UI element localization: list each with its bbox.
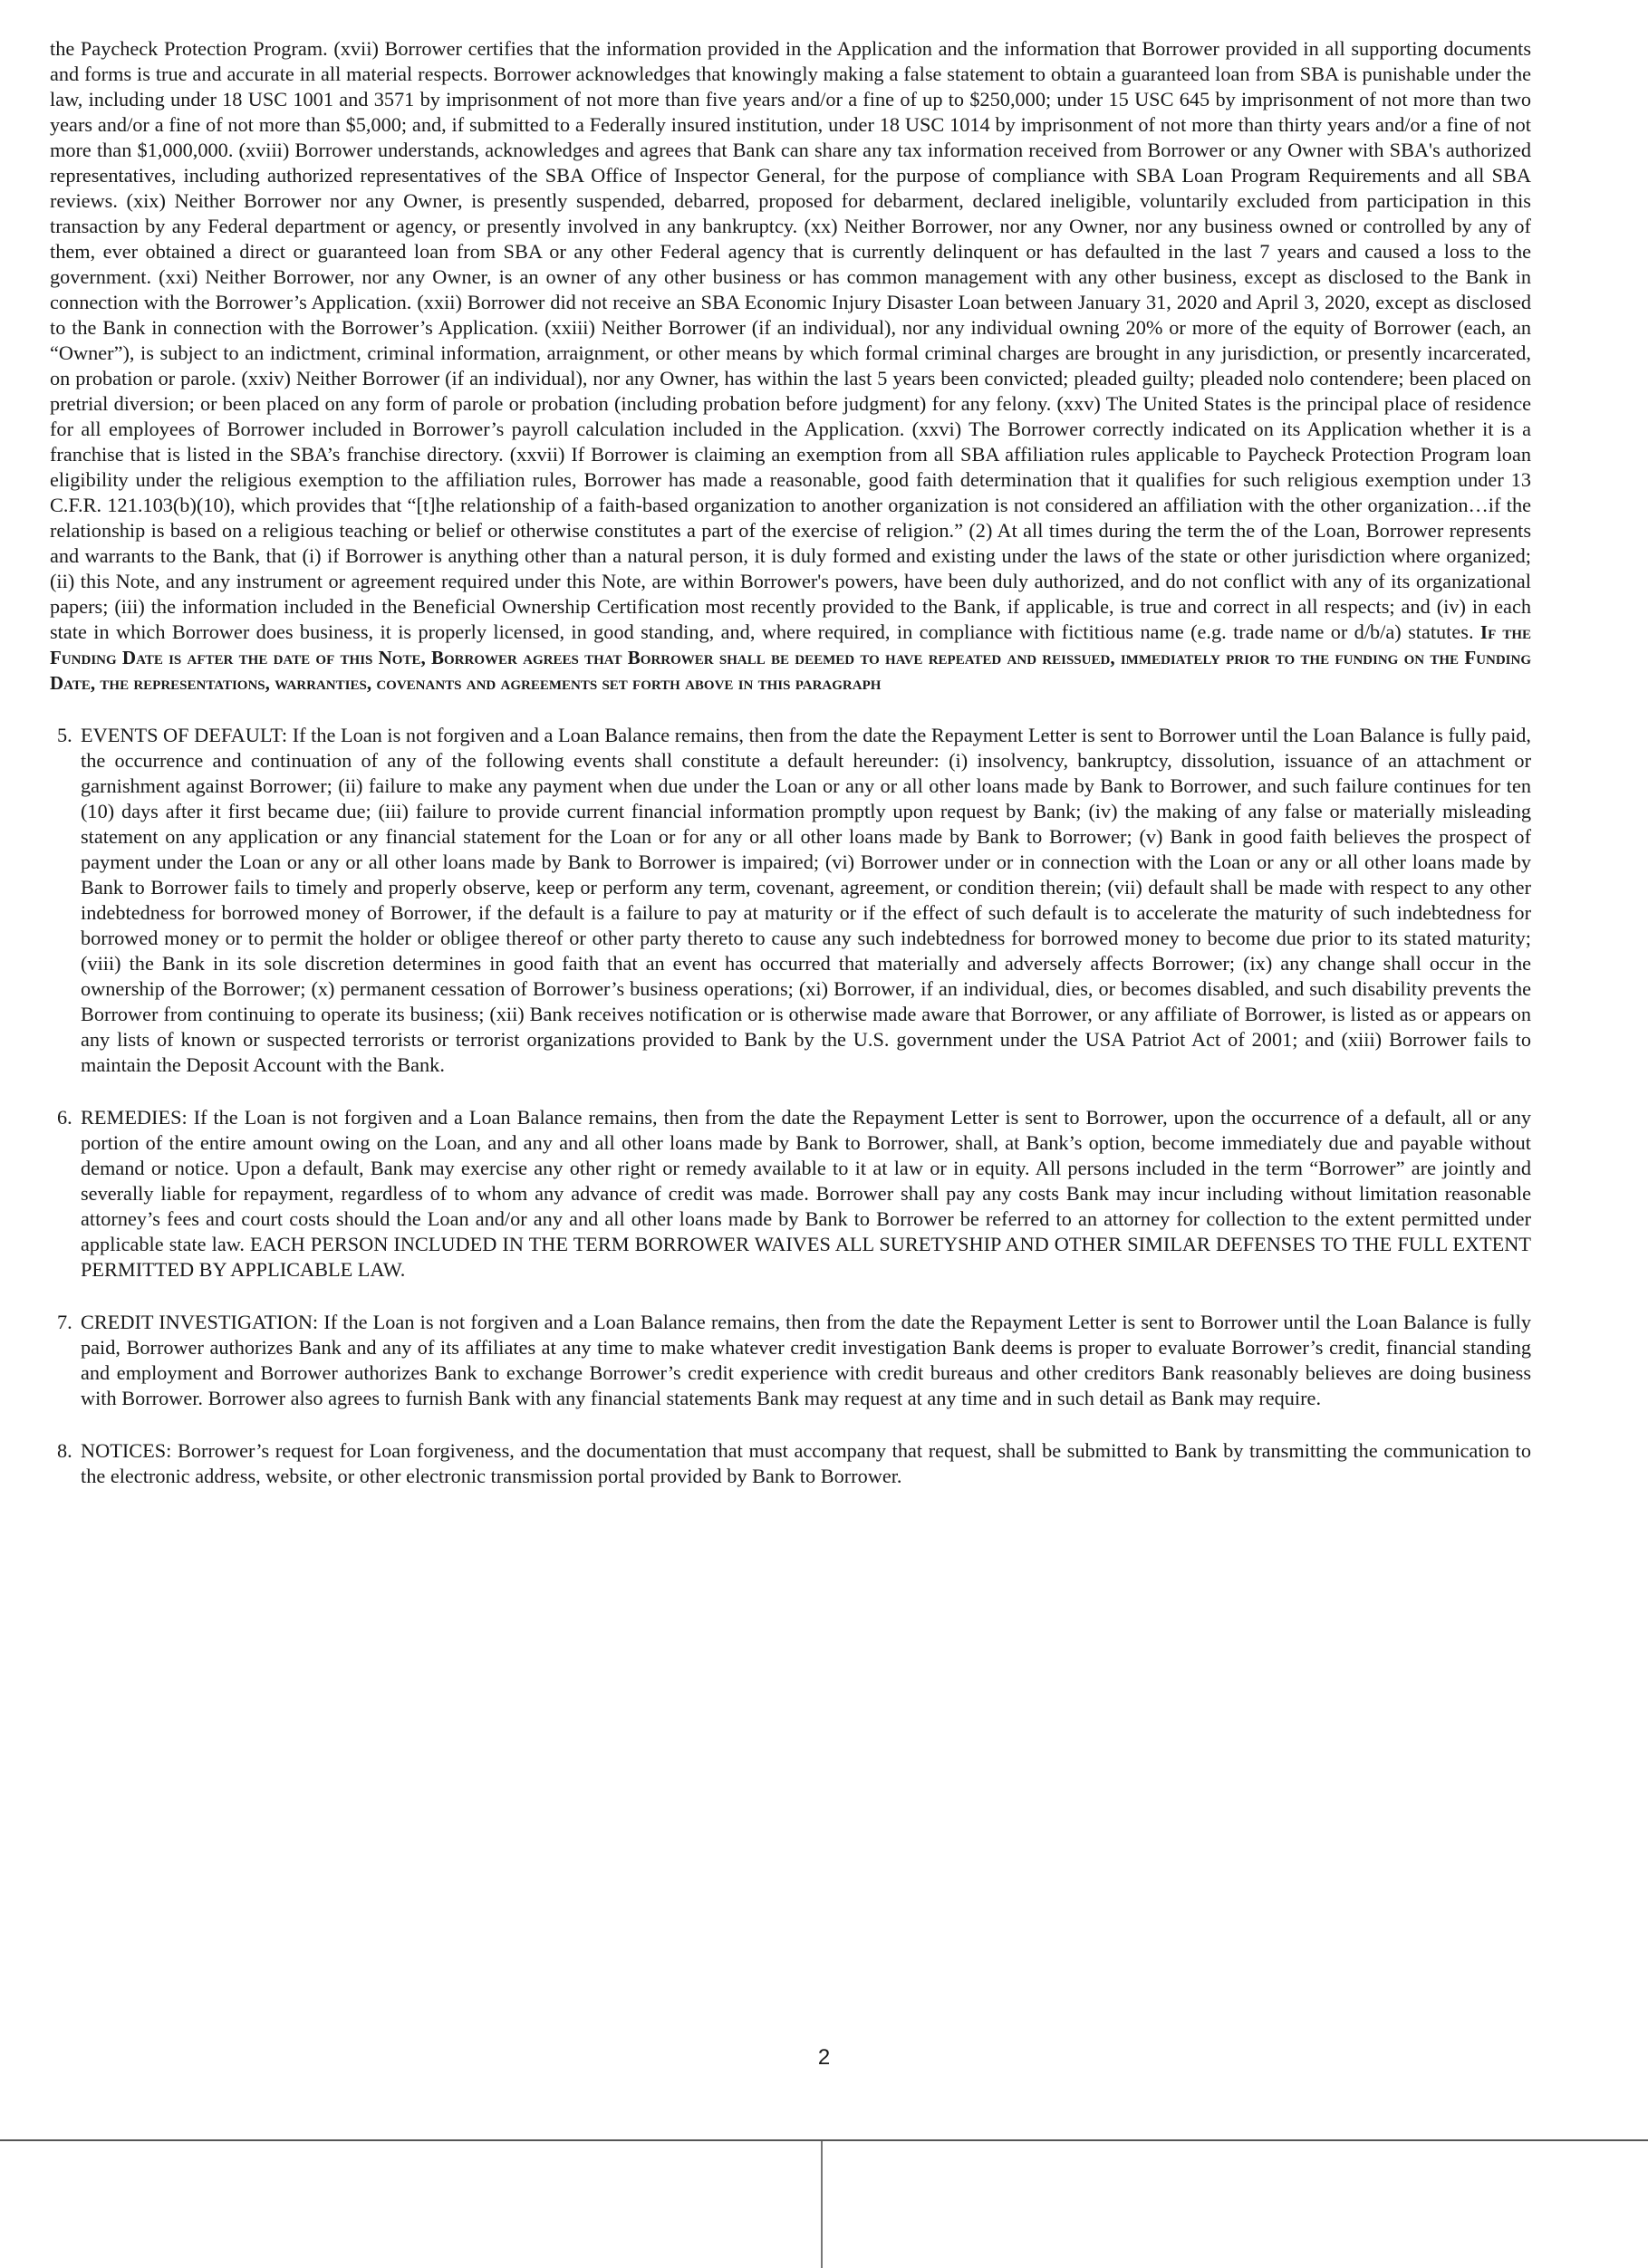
footer-column-divider [821,2141,823,2268]
section-events-of-default [50,723,1531,1078]
section-text: REMEDIES: If the Loan is not forgiven and a Loan Balance remains, then from the date the Repayment Letter is sent to Borrower, upon the occurrence of a default, all or any portion of the entire amount owing on the Loan, and any and all other loans made by Bank to Borrower, shall, at Bank’s option, become immediately due and payable without demand or notice. Upon a default, Bank may exercise any other right or remedy available to it at law or in equity. All persons included in the term “Borrower” are jointly and severally liable for repayment, regardless of to whom any advance of credit was made. Borrower shall pay any costs Bank may incur including without limitation reasonable attorney’s fees and court costs should the Loan and/or any and all other loans made by Bank to Borrower be referred to an attorney for collection to the extent permitted under applicable state law. EACH PERSON INCLUDED IN THE TERM BORROWER WAIVES ALL SURETYSHIP AND OTHER SIMILAR DEFENSES TO THE FULL EXTENT PERMITTED BY APPLICABLE LAW. [81,1106,1531,1281]
funding-date-clause: If the Funding Date is after the date of this Note, Borrower agrees that Borrower shall be deemed to have repeated and reissued, immediately prior to the funding on the Funding Date, the representations, warranties, covenants and agreements set forth above in this paragraph [50,621,1531,694]
section-credit-investigation [50,1310,1531,1411]
section-text: NOTICES: Borrower’s request for Loan forgiveness, and the documentation that must accompany that request, shall be submitted to Bank by transmitting the communication to the electronic address, website, or other electronic transmission portal provided by Bank to Borrower. [81,1439,1531,1487]
section-number: 8. [57,1439,72,1462]
section-number: 5. [57,724,72,746]
section-text: EVENTS OF DEFAULT: If the Loan is not forgiven and a Loan Balance remains, then from the date the Repayment Letter is sent to Borrower until the Loan Balance is fully paid, the occurrence and continuation of any of the following events shall constitute a default hereunder: (i) insolvency, bankruptcy, dissolution, issuance of an attachment or garnishment against Borrower; (ii) failure to make any payment when due under the Loan or any or all other loans made by Bank to Borrower, and such failure continues for ten (10) days after it first became due; (iii) failure to provide current financial information promptly upon request by Bank; (iv) the making of any false or materially misleading statement on any application or any financial statement for the Loan or for any or all other loans made by Bank to Borrower; (v) Bank in good faith believes the prospect of payment under the Loan or any or all other loans made by Bank to Borrower is impaired; (vi) Borrower under or in connection with the Loan or any or all other loans made by Bank to Borrower fails to timely and properly observe, keep or perform any term, covenant, agreement, or condition therein; (vii) default shall be made with respect to any other indebtedness for borrowed money of Borrower, if the default is a failure to pay at maturity or if the effect of such default is to accelerate the maturity of such indebtedness for borrowed money or to permit the holder or obligee thereof or other party thereto to cause any such indebtedness for borrowed money to become due prior to its stated maturity; (viii) the Bank in its sole discretion determines in good faith that an event has occurred that materially and adversely affects Borrower; (ix) any change shall occur in the ownership of the Borrower; (x) permanent cessation of Borrower’s business operations; (xi) Borrower, if an individual, dies, or becomes disabled, and such disability prevents the Borrower from continuing to operate its business; (xii) Bank receives notification or is otherwise made aware that Borrower, or any affiliate of Borrower, is listed as or appears on any lists of known or suspected terrorists or terrorist organizations provided to Bank by the U.S. government under the USA Patriot Act of 2001; and (xiii) Borrower fails to maintain the Deposit Account with the Bank. [81,724,1531,1076]
section-notices [50,1438,1531,1489]
section-number: 6. [57,1106,72,1129]
continuation-paragraph [50,36,1531,696]
page-number: 2 [817,2045,831,2070]
document-page [50,36,1531,1489]
continuation-text: the Paycheck Protection Program. (xvii) Borrower certifies that the information provided in the Application and the information that Borrower provided in all supporting documents and forms is true and accurate in all material respects. Borrower acknowledges that knowingly making a false statement to obtain a guaranteed loan from SBA is punishable under the law, including under 18 USC 1001 and 3571 by imprisonment of not more than five years and/or a fine of up to $250,000; under 15 USC 645 by imprisonment of not more than two years and/or a fine of not more than $5,000; and, if submitted to a Federally insured institution, under 18 USC 1014 by imprisonment of not more than thirty years and/or a fine of not more than $1,000,000. (xviii) Borrower understands, acknowledges and agrees that Bank can share any tax information received from Borrower or any Owner with SBA's authorized representatives, including authorized representatives of the SBA Office of Inspector General, for the purpose of compliance with SBA Loan Program Requirements and all SBA reviews. (xix) Neither Borrower nor any Owner, is presently suspended, debarred, proposed for debarment, declared ineligible, voluntarily excluded from participation in this transaction by any Federal department or agency, or presently involved in any bankruptcy. (xx) Neither Borrower, nor any Owner, nor any business owned or controlled by any of them, ever obtained a direct or guaranteed loan from SBA or any other Federal agency that is currently delinquent or has defaulted in the last 7 years and caused a loss to the government. (xxi) Neither Borrower, nor any Owner, is an owner of any other business or has common management with any other business, except as disclosed to the Bank in connection with the Borrower’s Application. (xxii) Borrower did not receive an SBA Economic Injury Disaster Loan between January 31, 2020 and April 3, 2020, except as disclosed to the Bank in connection with the Borrower’s Application. (xxiii) Neither Borrower (if an individual), nor any individual owning 20% or more of the equity of Borrower (each, an “Owner”), is subject to an indictment, criminal information, arraignment, or other means by which formal criminal charges are brought in any jurisdiction, or presently incarcerated, on probation or parole. (xxiv) Neither Borrower (if an individual), nor any Owner, has within the last 5 years been convicted; pleaded guilty; pleaded nolo contendere; been placed on pretrial diversion; or been placed on any form of parole or probation (including probation before judgment) for any felony. (xxv) The United States is the principal place of residence for all employees of Borrower included in Borrower’s payroll calculation included in the Application. (xxvi) The Borrower correctly indicated on its Application whether it is a franchise that is listed in the SBA’s franchise directory. (xxvii) If Borrower is claiming an exemption from all SBA affiliation rules applicable to Paycheck Protection Program loan eligibility under the religious exemption to the affiliation rules, Borrower has made a reasonable, good faith determination that it qualifies for such religious exemption under 13 C.F.R. 121.103(b)(10), which provides that “[t]he relationship of a faith-based organization to another organization is not considered an affiliation with the other organization…if the relationship is based on a religious teaching or belief or otherwise constitutes a part of the exercise of religion.” (2) At all times during the term the of the Loan, Borrower represents and warrants to the Bank, that (i) if Borrower is anything other than a natural person, it is duly formed and existing under the laws of the state or other jurisdiction where organized; (ii) this Note, and any instrument or agreement required under this Note, are within Borrower's powers, have been duly authorized, and do not conflict with any of its organizational papers; (iii) the information included in the Beneficial Ownership Certification most recently provided to the Bank, if applicable, is true and correct in all respects; and (iv) in each state in which Borrower does business, it is properly licensed, in good standing, and, where required, in compliance with fictitious name (e.g. trade name or d/b/a) statutes. [50,37,1531,643]
section-remedies [50,1105,1531,1283]
section-text: CREDIT INVESTIGATION: If the Loan is not forgiven and a Loan Balance remains, then from the date the Repayment Letter is sent to Borrower until the Loan Balance is fully paid, Borrower authorizes Bank and any of its affiliates at any time to make whatever credit investigation Bank deems is proper to evaluate Borrower’s credit, financial standing and employment and Borrower authorizes Bank to exchange Borrower’s credit experience with credit bureaus and other creditors Bank reasonably believes are doing business with Borrower. Borrower also agrees to furnish Bank with any financial statements Bank may request at any time and in such detail as Bank may require. [81,1311,1531,1409]
section-number: 7. [57,1311,72,1333]
footer-divider [0,2139,1648,2141]
